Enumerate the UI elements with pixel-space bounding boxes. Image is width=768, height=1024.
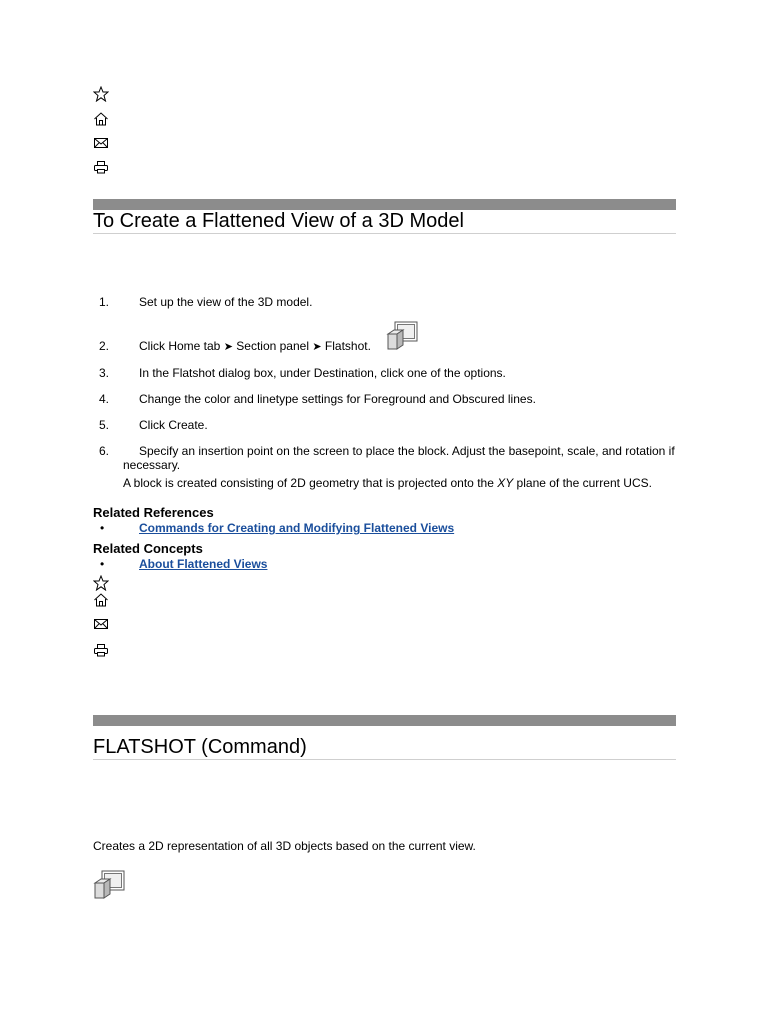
step-number: 3.	[99, 366, 110, 380]
step-text: Change the color and linetype settings for Foreground and Obscured lines.	[139, 392, 536, 406]
link-commands-flattened-views[interactable]: Commands for Creating and Modifying Flattened Views	[139, 521, 455, 535]
step-number: 5.	[99, 418, 110, 432]
mail-icon[interactable]	[93, 135, 109, 151]
home-icon[interactable]	[93, 592, 109, 608]
list-item	[93, 339, 676, 354]
step-text: Set up the view of the 3D model.	[139, 295, 313, 309]
section-divider-bar	[93, 715, 676, 726]
title-underline	[93, 233, 676, 234]
step-text	[93, 339, 676, 354]
list-item	[93, 392, 676, 406]
breadcrumb-home-tab: Click Home tab	[139, 339, 221, 353]
step-number: 2.	[99, 339, 110, 353]
star-icon[interactable]	[93, 575, 109, 591]
step-number: 4.	[99, 392, 110, 406]
list-item	[93, 366, 676, 380]
flatshot-icon	[386, 321, 419, 351]
related-concepts-heading: Related Concepts	[93, 541, 203, 556]
note-xy: XY	[497, 476, 514, 490]
command-title: FLATSHOT (Command)	[93, 736, 307, 758]
list-item	[93, 295, 676, 309]
note-text-end: plane of the current UCS.	[513, 476, 652, 490]
step-number: 1.	[99, 295, 110, 309]
step-note	[93, 476, 676, 490]
print-icon[interactable]	[93, 159, 109, 175]
print-icon[interactable]	[93, 642, 109, 658]
step-text: Specify an insertion point on the screen to place the block. Adjust the basepoint, scale, and rotation if necessary.	[123, 444, 675, 472]
arrow-right-icon: ➤	[223, 341, 233, 353]
step-text: In the Flatshot dialog box, under Destination, click one of the options.	[139, 366, 506, 380]
list-item	[93, 444, 676, 472]
list-item	[93, 418, 676, 432]
breadcrumb-section-panel: Section panel	[236, 339, 309, 353]
home-icon[interactable]	[93, 111, 109, 127]
bullet: •	[100, 557, 105, 571]
link-about-flattened-views[interactable]: About Flattened Views	[139, 557, 268, 571]
title-underline	[93, 759, 676, 760]
mail-icon[interactable]	[93, 616, 109, 632]
arrow-right-icon: ➤	[312, 341, 322, 353]
command-description: Creates a 2D representation of all 3D objects based on the current view.	[93, 839, 476, 853]
step-number: 6.	[99, 444, 110, 458]
star-icon[interactable]	[93, 86, 109, 102]
related-references-heading: Related References	[93, 505, 214, 520]
breadcrumb-flatshot: Flatshot.	[324, 339, 371, 353]
note-text: A block is created consisting of 2D geometry that is projected onto the	[123, 476, 498, 490]
step-text: Click Create.	[139, 418, 208, 432]
page-title: To Create a Flattened View of a 3D Model	[93, 210, 464, 232]
bullet: •	[100, 521, 105, 535]
flatshot-icon	[93, 870, 126, 900]
